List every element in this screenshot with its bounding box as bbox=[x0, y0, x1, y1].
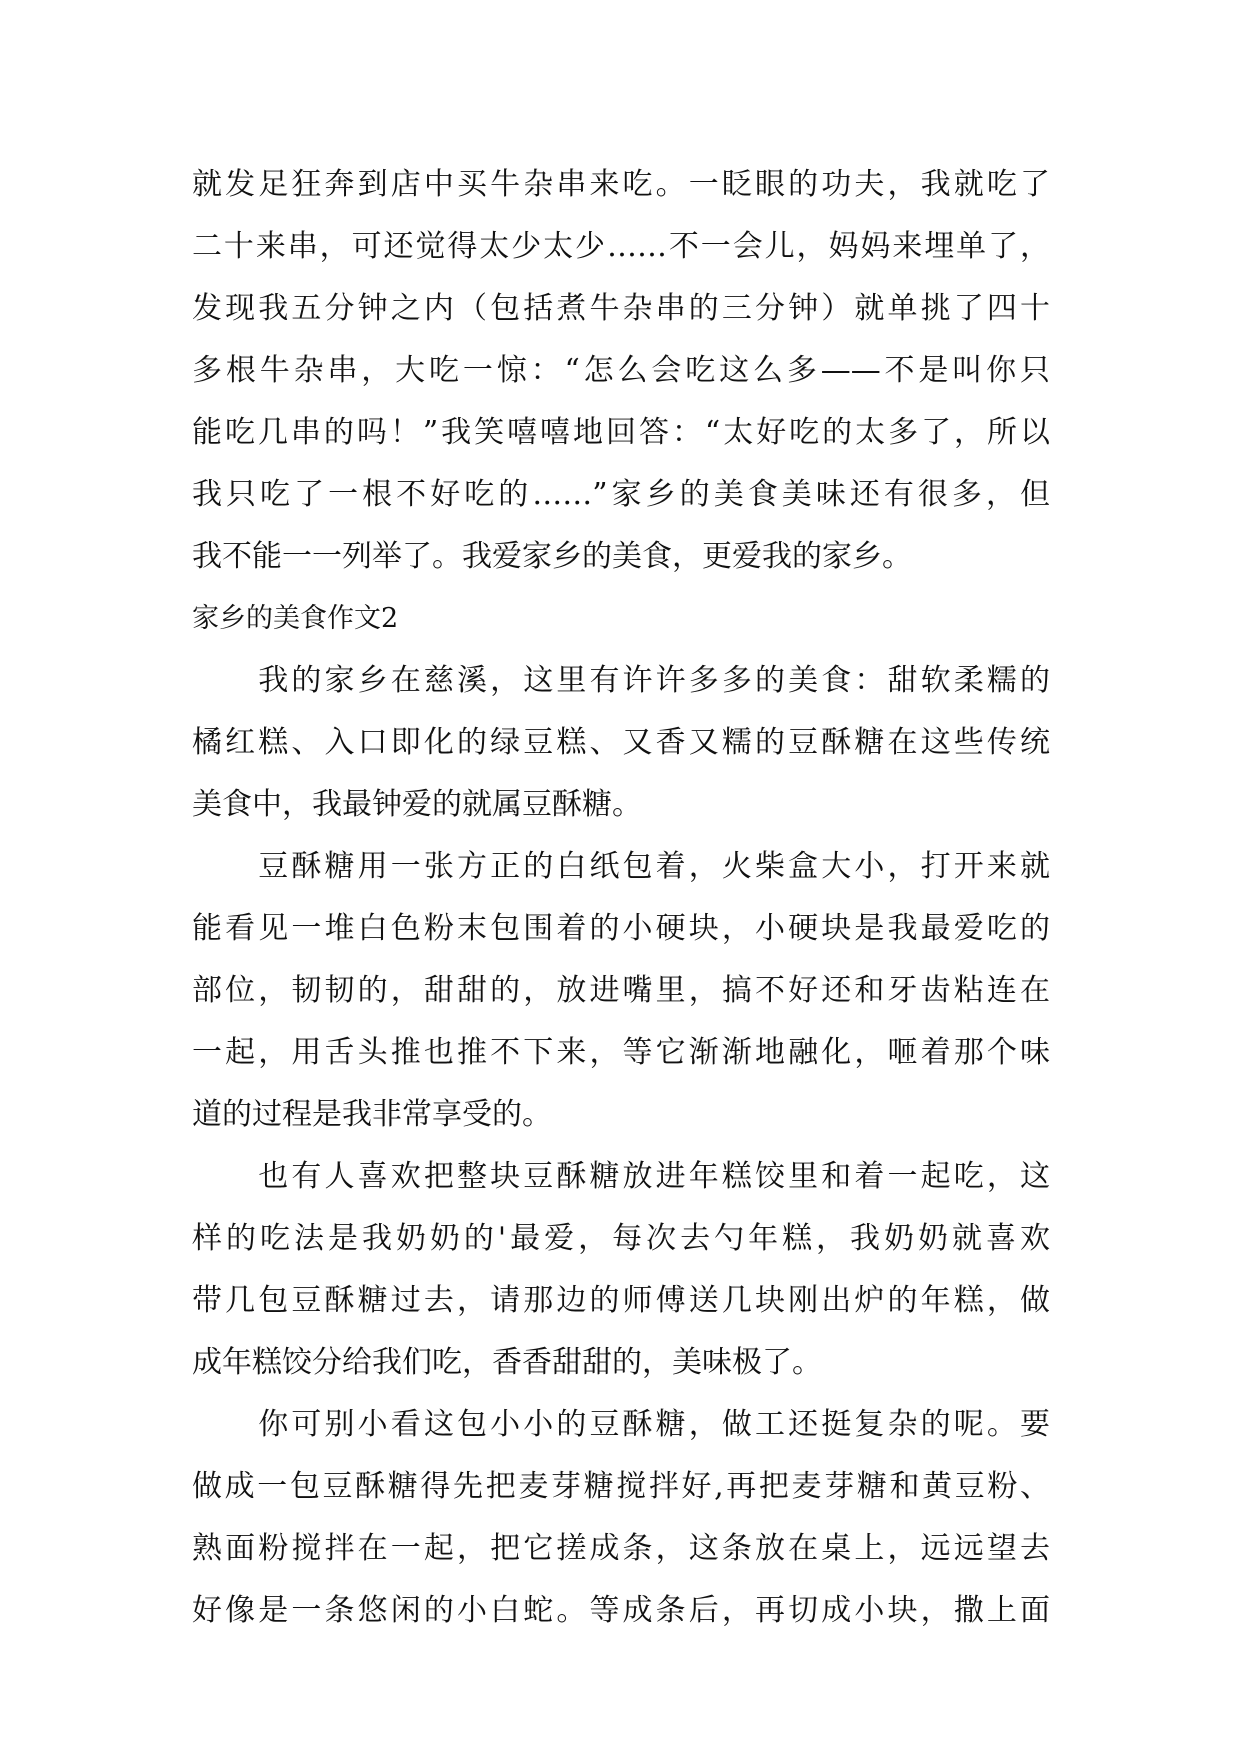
text-line: 我不能一一列举了。我爱家乡的美食，更爱我的家乡。 bbox=[192, 539, 912, 574]
text-line: 能吃几串的吗！”我笑嘻嘻地回答：“太好吃的太多了，所以 bbox=[192, 415, 1050, 450]
text-line: 成年糕饺分给我们吃，香香甜甜的，美味极了。 bbox=[192, 1345, 822, 1380]
text-line: 发现我五分钟之内（包括煮牛杂串的三分钟）就单挑了四十 bbox=[192, 291, 1050, 326]
text-line: 多根牛杂串，大吃一惊：“怎么会吃这么多——不是叫你只 bbox=[192, 353, 1050, 388]
text-line: 熟面粉搅拌在一起，把它搓成条，这条放在桌上，远远望去 bbox=[192, 1531, 1050, 1566]
text-line: 你可别小看这包小小的豆酥糖，做工还挺复杂的呢。要 bbox=[192, 1407, 1050, 1442]
text-line: 部位，韧韧的，甜甜的，放进嘴里，搞不好还和牙齿粘连在 bbox=[192, 973, 1050, 1008]
text-line: 样的吃法是我奶奶的'最爱，每次去勺年糕，我奶奶就喜欢 bbox=[192, 1221, 1050, 1256]
text-line: 能看见一堆白色粉末包围着的小硬块，小硬块是我最爱吃的 bbox=[192, 911, 1050, 946]
text-line: 道的过程是我非常享受的。 bbox=[192, 1097, 552, 1132]
text-line: 好像是一条悠闲的小白蛇。等成条后，再切成小块，撒上面 bbox=[192, 1593, 1050, 1628]
text-line: 二十来串，可还觉得太少太少……不一会儿，妈妈来埋单了， bbox=[192, 229, 1050, 264]
text-line: 橘红糕、入口即化的绿豆糕、又香又糯的豆酥糖在这些传统 bbox=[192, 725, 1050, 760]
text-line: 就发足狂奔到店中买牛杂串来吃。一眨眼的功夫，我就吃了 bbox=[192, 167, 1050, 202]
document-body bbox=[192, 154, 1050, 1642]
text-line: 美食中，我最钟爱的就属豆酥糖。 bbox=[192, 787, 642, 822]
text-line: 也有人喜欢把整块豆酥糖放进年糕饺里和着一起吃，这 bbox=[192, 1159, 1050, 1194]
section-heading: 家乡的美食作文2 bbox=[192, 603, 399, 634]
text-line: 一起，用舌头推也推不下来，等它渐渐地融化，咂着那个味 bbox=[192, 1035, 1050, 1070]
text-line: 带几包豆酥糖过去，请那边的师傅送几块刚出炉的年糕，做 bbox=[192, 1283, 1050, 1318]
text-line: 我的家乡在慈溪，这里有许许多多的美食：甜软柔糯的 bbox=[192, 663, 1050, 698]
text-line: 做成一包豆酥糖得先把麦芽糖搅拌好,再把麦芽糖和黄豆粉、 bbox=[192, 1469, 1050, 1504]
text-line: 我只吃了一根不好吃的……”家乡的美食美味还有很多，但 bbox=[192, 477, 1050, 512]
text-line: 豆酥糖用一张方正的白纸包着，火柴盒大小，打开来就 bbox=[192, 849, 1050, 884]
